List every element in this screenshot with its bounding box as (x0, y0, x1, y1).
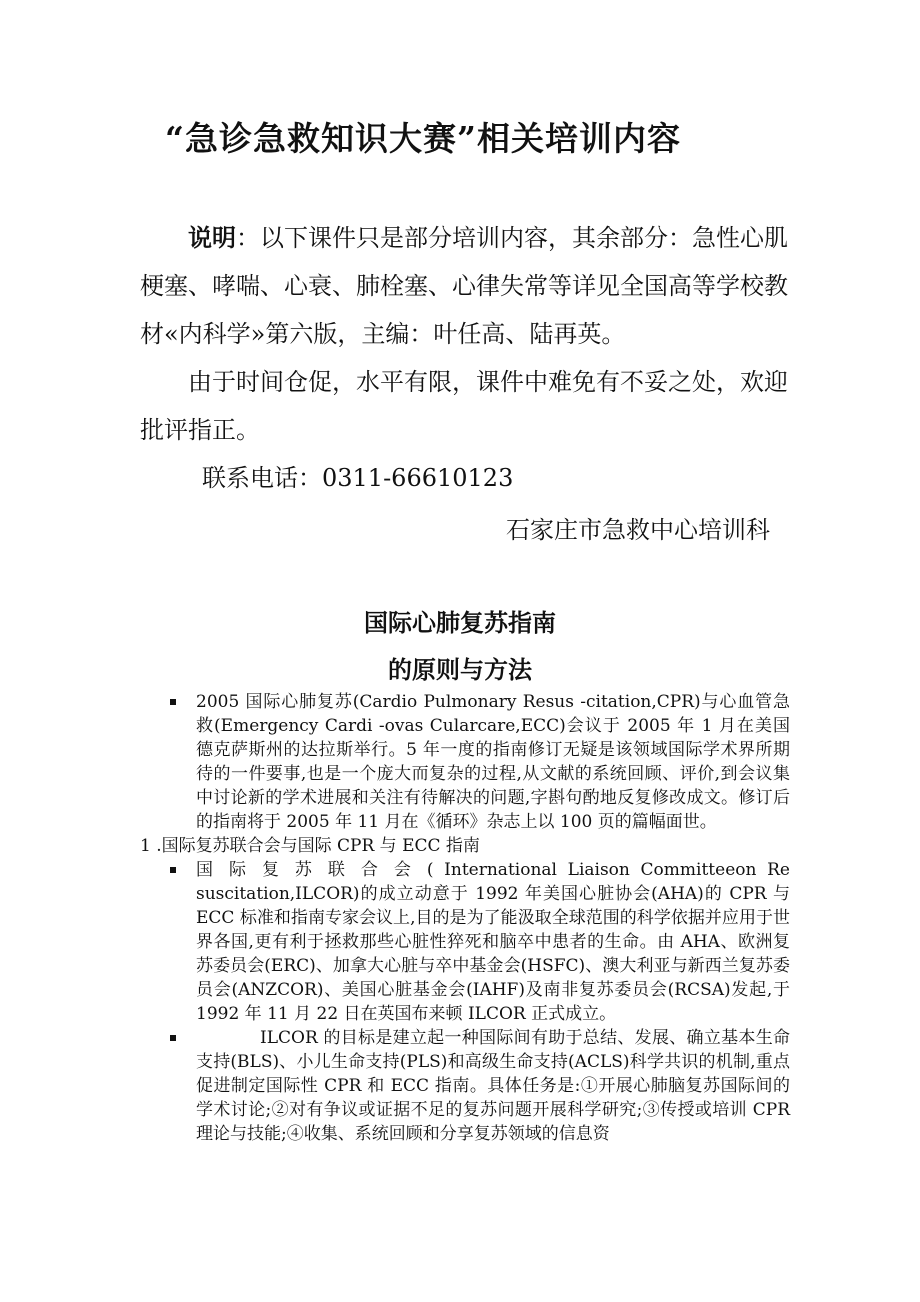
bullet-item-2 (140, 858, 790, 1026)
section-title-line1: 国际心肺复苏指南 (364, 608, 556, 637)
bullet-text-2-rest: suscitation,ILCOR)的成立动意于 1992 年美国心脏协会(AHA)的 CPR 与 ECC 标准和指南专家会议上,目的是为了能汲取全球范围的科学依据并应用于世界各国,更有利于拯救那些心脏性猝死和脑卒中患者的生命。由 AHA、欧洲复苏委员会(ERC)、加拿大心脏与卒中基金会(HSFC)、澳大利亚与新西兰复苏委员会(ANZCOR)、美国心脏基金会(IAHF)及南非复苏委员会(RCSA)发起,于 1992 年 11 月 22 日在英国布来顿 ILCOR 正式成立。 (196, 884, 790, 1024)
section-body (140, 690, 790, 1146)
note-label: 说明 (188, 223, 236, 252)
contact-line: 联系电话：0311-66610123 (202, 464, 514, 492)
bullet-item-1 (140, 690, 790, 834)
intro-block (140, 214, 790, 554)
section-title-line2: 的原则与方法 (388, 655, 532, 684)
bullet-text-1: 2005 国际心肺复苏(Cardio Pulmonary Resus -citation,CPR)与心血管急救(Emergency Cardi -ovas Cularcare,ECC)会议于 2005 年 1 月在美国德克萨斯州的达拉斯举行。5 年一度的指南修订无疑是该领域国际学术界所期待的一件要事,也是一个庞大而复杂的过程,从文献的系统回顾、评价,到会议集中讨论新的学术进展和关注有待解决的问题,字斟句酌地反复修改成文。修订后的指南将于 2005 年 11 月在《循环》杂志上以 100 页的篇幅面世。 (196, 692, 790, 832)
organization-signature: 石家庄市急救中心培训科 (506, 516, 770, 544)
note-text: ：以下课件只是部分培训内容，其余部分：急性心肌梗塞、哮喘、心衰、肺栓塞、心律失常等详见全国高等学校教材«内科学»第六版，主编：叶任高、陆再英。 (140, 224, 788, 348)
intro-note (140, 214, 790, 358)
numbered-heading-1: 1 .国际复苏联合会与国际 CPR 与 ECC 指南 (140, 836, 480, 856)
document-title: “急诊急救知识大赛”相关培训内容 (165, 119, 681, 158)
square-bullet-icon (170, 699, 176, 705)
bullet-text-2-line1: 国 际 复 苏 联 合 会 ( International Liaison Committeeon Re (196, 860, 790, 880)
bullet-item-3 (140, 1026, 790, 1146)
intro-apology: 由于时间仓促，水平有限，课件中难免有不妥之处，欢迎批评指正。 (140, 368, 788, 444)
square-bullet-icon (170, 867, 176, 873)
bullet-text-3: ILCOR 的目标是建立起一种国际间有助于总结、发展、确立基本生命支持(BLS)、小儿生命支持(PLS)和高级生命支持(ACLS)科学共识的机制,重点促进制定国际性 CPR 和 ECC 指南。具体任务是:①开展心肺脑复苏国际间的学术讨论;②对有争议或证据不足的复苏问题开展科学研究;③传授或培训 CPR 理论与技能;④收集、系统回顾和分享复苏领域的信息资 (196, 1028, 790, 1144)
square-bullet-icon (170, 1035, 176, 1041)
